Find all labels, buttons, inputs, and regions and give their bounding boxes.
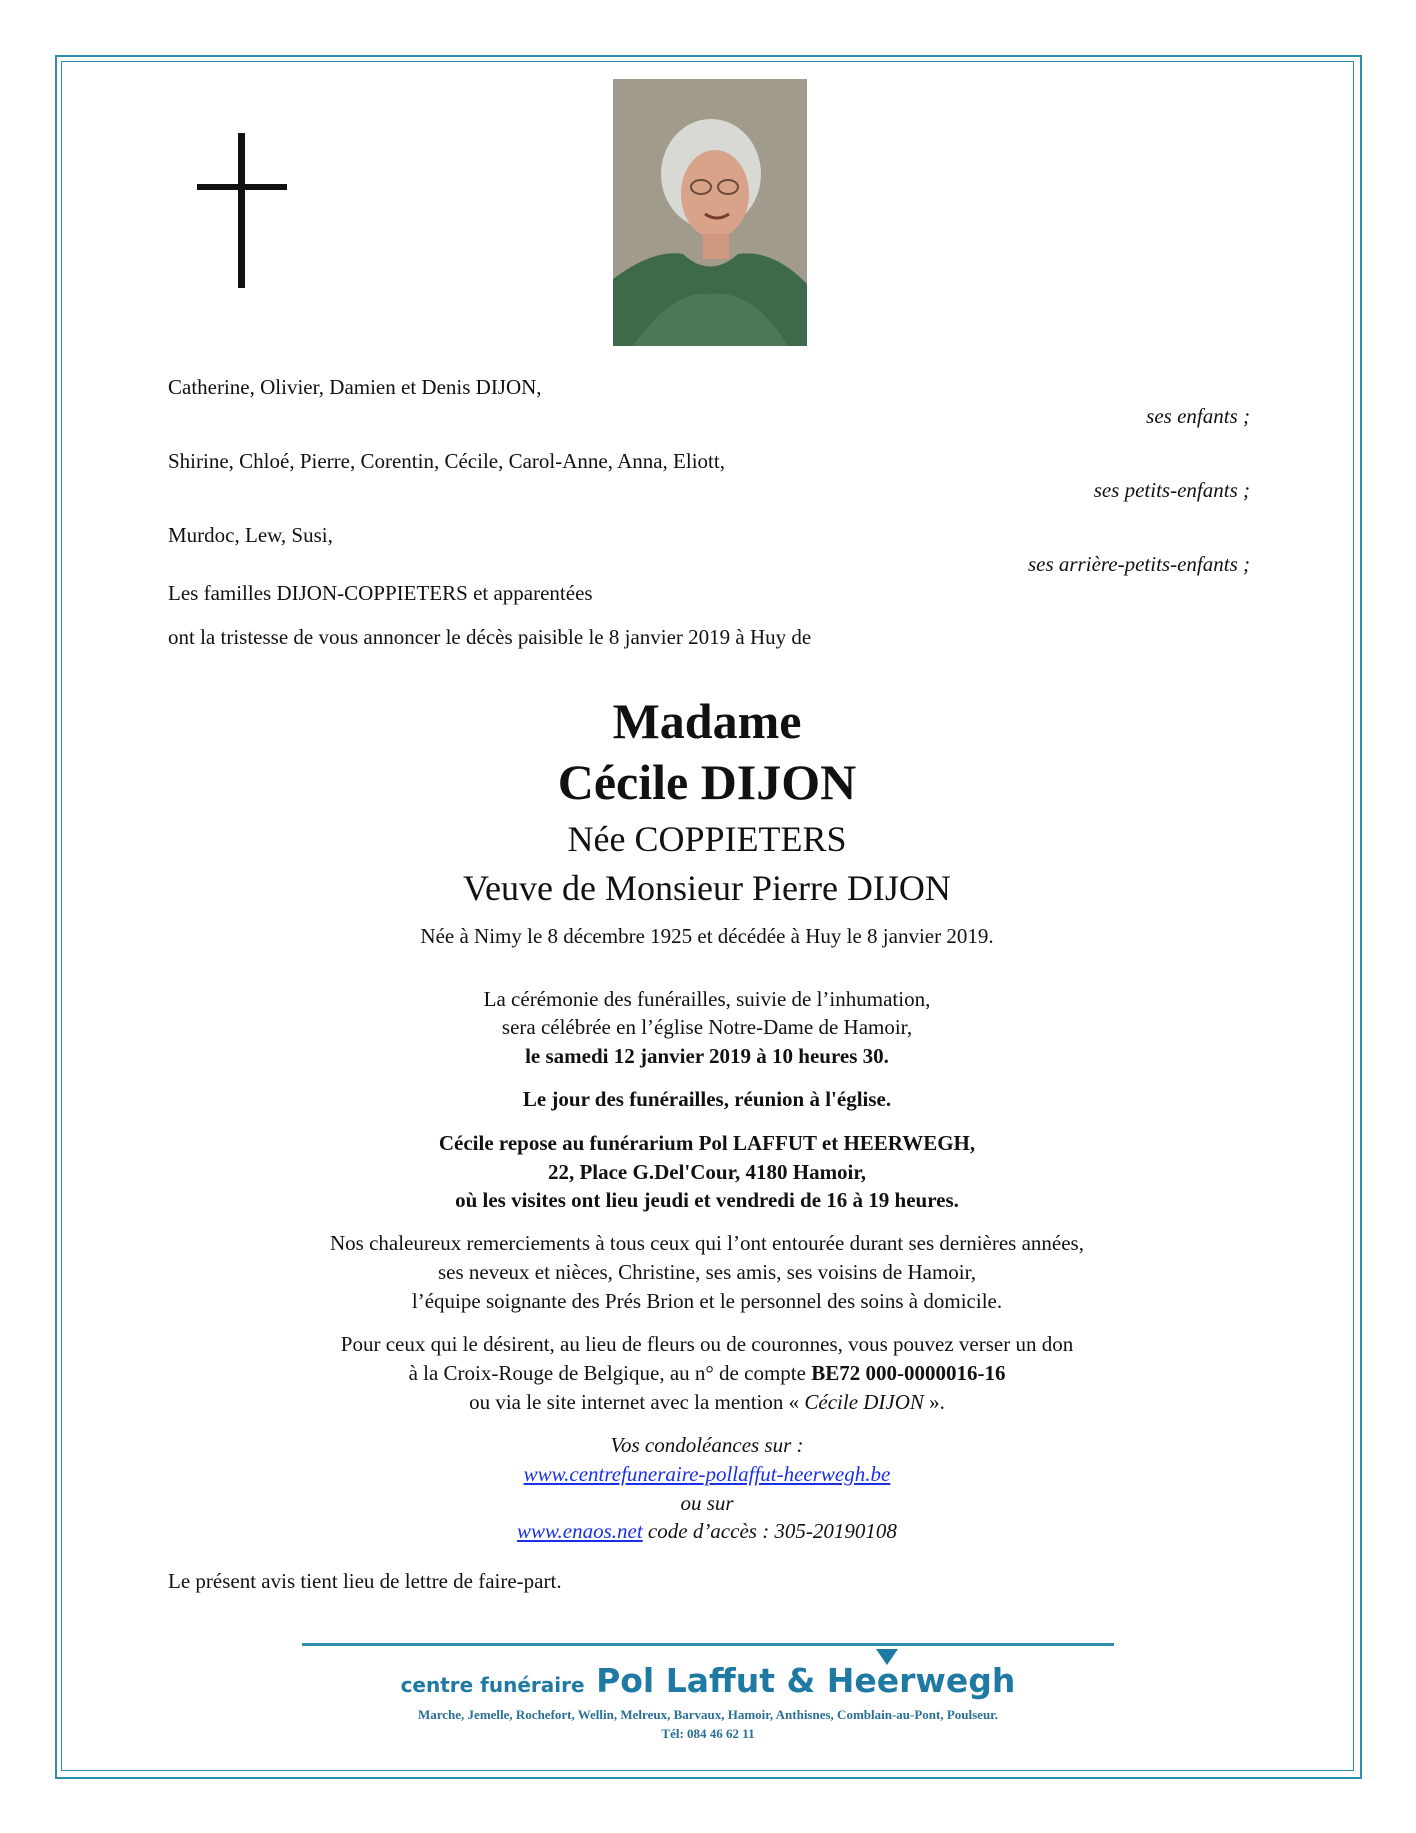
deceased-title: Madame (612, 693, 802, 749)
thanks-line-2: ses neveux et nièces, Christine, ses amis, ses voisins de Hamoir, (437, 1260, 977, 1284)
announcement-line: ont la tristesse de vous annoncer le décès paisible le 8 janvier 2019 à Huy de (168, 625, 812, 649)
children-names: Catherine, Olivier, Damien et Denis DIJON, (168, 375, 542, 399)
account-number: BE72 000-0000016-16 (811, 1361, 1006, 1385)
funeral-home-logo (302, 1655, 1114, 1743)
ceremony-line-2: sera célébrée en l’église Notre-Dame de Hamoir, (501, 1015, 913, 1039)
dates-line: Née à Nimy le 8 décembre 1925 et décédée à Huy le 8 janvier 2019. (420, 924, 994, 948)
grandchildren-role: ses petits-enfants ; (1093, 478, 1250, 502)
deceased-name: Cécile DIJON (557, 754, 857, 810)
condolences-link-1[interactable]: www.centrefuneraire-pollaffut-heerwegh.be (523, 1462, 891, 1486)
thanks-line-3: l’équipe soignante des Prés Brion et le personnel des soins à domicile. (411, 1289, 1003, 1313)
repose-line-1: Cécile repose au funérarium Pol LAFFUT et HEERWEGH, (438, 1131, 976, 1155)
logo-brand: Pol Laffut & Heerwegh (596, 1661, 1016, 1700)
donation-line-3-suffix: ». (923, 1390, 945, 1414)
donation-line-3 (62, 1388, 1352, 1417)
condolences-link-2[interactable]: www.enaos.net (517, 1519, 643, 1543)
triangle-icon (876, 1649, 898, 1665)
donation-mention: Cécile DIJON (804, 1390, 924, 1414)
cross-icon (197, 133, 287, 288)
deceased-maiden-name: Née COPPIETERS (567, 819, 847, 859)
portrait-photo (613, 79, 807, 346)
condolences-intro: Vos condoléances sur : (610, 1433, 804, 1457)
condolences-link-2-row (62, 1517, 1352, 1546)
footer-divider (302, 1643, 1114, 1646)
condolences-or: ou sur (680, 1491, 734, 1515)
donation-line-3-prefix: ou via le site internet avec la mention « (469, 1390, 805, 1414)
meeting-line: Le jour des funérailles, réunion à l'église. (522, 1087, 892, 1111)
thanks-line-1: Nos chaleureux remerciements à tous ceux qui l’ont entourée durant ses dernières années, (330, 1231, 1084, 1255)
donation-line-2 (62, 1359, 1352, 1388)
logo-prefix: centre funéraire (400, 1673, 585, 1697)
ceremony-datetime: le samedi 12 janvier 2019 à 10 heures 30. (525, 1044, 889, 1068)
logo-phone: Tél: 084 46 62 11 (661, 1726, 755, 1741)
ceremony-line-1: La cérémonie des funérailles, suivie de l’inhumation, (483, 987, 931, 1011)
logo-towns: Marche, Jemelle, Rochefort, Wellin, Melreux, Barvaux, Hamoir, Anthisnes, Comblain-au-Pont, Poulseur. (417, 1707, 999, 1722)
condolences-link-1-row (62, 1460, 1352, 1489)
deceased-widow-line: Veuve de Monsieur Pierre DIJON (463, 868, 951, 908)
grandchildren-names: Shirine, Chloé, Pierre, Corentin, Cécile, Carol-Anne, Anna, Eliott, (168, 449, 725, 473)
greatgrandchildren-role: ses arrière-petits-enfants ; (1027, 552, 1250, 576)
repose-line-2: 22, Place G.Del'Cour, 4180 Hamoir, (547, 1160, 867, 1184)
closing-line: Le présent avis tient lieu de lettre de faire-part. (168, 1569, 562, 1593)
access-code: code d’accès : 305-20190108 (642, 1519, 897, 1543)
children-role: ses enfants ; (1146, 404, 1250, 428)
repose-line-3: où les visites ont lieu jeudi et vendredi de 16 à 19 heures. (455, 1188, 959, 1212)
donation-line-2-text: à la Croix-Rouge de Belgique, au n° de compte (408, 1361, 812, 1385)
greatgrandchildren-names: Murdoc, Lew, Susi, (168, 523, 333, 547)
families-line: Les familles DIJON-COPPIETERS et apparentées (168, 581, 593, 605)
donation-line-1: Pour ceux qui le désirent, au lieu de fleurs ou de couronnes, vous pouvez verser un don (340, 1332, 1074, 1356)
